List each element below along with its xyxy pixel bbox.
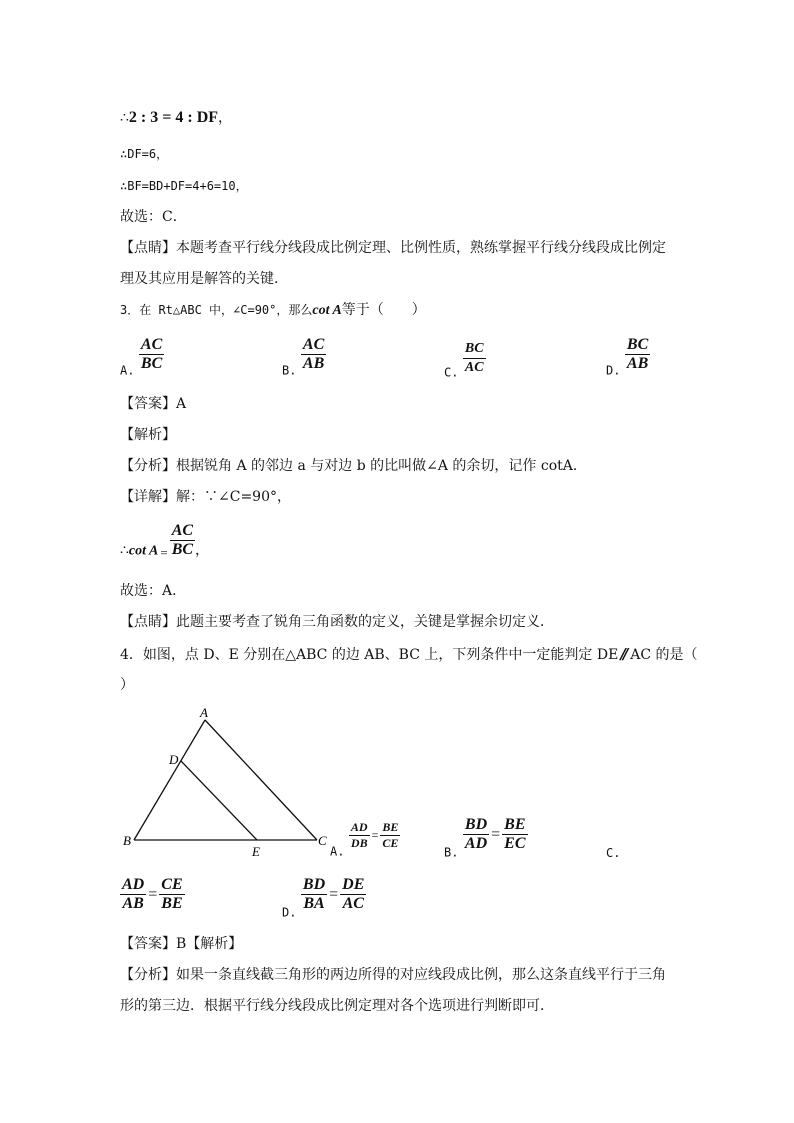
- label-d: D: [169, 752, 179, 767]
- q4-option-c-right: [159, 876, 184, 913]
- q4-b-equals: =: [491, 825, 501, 843]
- q4-fenxi-2: 形的第三边．根据平行线分线段成比例定理对各个选项进行判断即可．: [120, 998, 554, 1014]
- q3-fenxi: 【分析】根据锐角 A 的邻边 a 与对边 b 的比叫做∠A 的余切，记作 cotA．: [120, 458, 587, 474]
- q4-d-right-den: AC: [342, 895, 364, 912]
- q4-d-equals: =: [329, 885, 339, 903]
- q4-option-d-left: [301, 876, 327, 913]
- q3-formula: [120, 522, 209, 561]
- therefore-symbol: ∴: [120, 110, 129, 126]
- q3-formula-den: BC: [171, 541, 194, 558]
- q3-option-b-num: AC: [302, 336, 325, 353]
- q4-a-right-den: CE: [382, 836, 399, 850]
- q4-option-b[interactable]: [444, 816, 528, 860]
- q4-b-left-den: AD: [464, 835, 488, 852]
- q3-formula-comma: ，: [195, 542, 210, 559]
- q4-d-left-den: BA: [303, 895, 325, 912]
- q3-option-d[interactable]: [606, 336, 650, 378]
- q3-cot-a: cot A: [312, 303, 342, 318]
- q4-stem-close: ）: [120, 677, 134, 693]
- q3-formula-equals: =: [160, 544, 168, 560]
- text-line-dianjing-2: 理及其应用是解答的关键．: [120, 271, 288, 287]
- q3-option-d-den: AB: [626, 355, 649, 372]
- q4-option-d-right: [340, 876, 366, 913]
- q3-option-d-num: BC: [626, 336, 649, 353]
- q4-option-b-left: [463, 816, 489, 853]
- q4-c-right-num: CE: [161, 876, 183, 893]
- q3-option-c-den: AC: [464, 360, 484, 375]
- q4-option-c-left: [120, 876, 146, 913]
- edge-ab: [134, 720, 205, 840]
- q4-option-d-letter: D.: [282, 905, 297, 920]
- q4-d-left-num: BD: [302, 876, 326, 893]
- q4-c-equals: =: [148, 885, 158, 903]
- q4-answer: 【答案】B【解析】: [120, 936, 243, 952]
- text-line-dianjing-1: 【点睛】本题考查平行线分线段成比例定理、比例性质，熟练掌握平行线分线段成比例定: [120, 240, 666, 256]
- q3-stem-end: 等于（ ）: [341, 302, 426, 318]
- q4-b-right-num: BE: [504, 816, 526, 833]
- text-line-bf: ∴BF=BD+DF=4+6=10，: [120, 179, 248, 193]
- q4-option-a-letter: A.: [330, 844, 345, 859]
- q4-option-d[interactable]: [282, 876, 366, 920]
- q3-formula-lhs: cot A: [128, 543, 159, 559]
- question-3-stem: [120, 300, 426, 321]
- question-4-stem: [120, 644, 698, 665]
- triangle-figure: [118, 700, 333, 860]
- q3-option-a-letter: A.: [120, 363, 135, 378]
- q3-option-b[interactable]: [282, 336, 326, 378]
- q3-answer: 【答案】A: [120, 396, 187, 412]
- q4-stem-end: AC 的是（: [630, 647, 698, 663]
- q4-stem-text: 4．如图，点 D、E 分别在△ABC 的边 AB、BC 上，下列条件中一定能判定 DE: [120, 647, 619, 663]
- q4-c-right-den: BE: [161, 895, 183, 912]
- label-a: A: [200, 705, 208, 720]
- q3-dianjing: 【点睛】此题主要考查了锐角三角函数的定义，关键是掌握余切定义．: [120, 614, 554, 630]
- q4-option-a-right: [380, 820, 400, 851]
- q4-a-equals: =: [371, 828, 379, 842]
- q4-b-left-num: BD: [464, 816, 488, 833]
- q4-c-left-den: AB: [122, 895, 144, 912]
- q4-option-c[interactable]: [120, 876, 185, 913]
- q3-option-a-num: AC: [140, 336, 163, 353]
- q4-b-right-den: EC: [504, 835, 526, 852]
- label-e: E: [252, 844, 260, 859]
- q3-option-d-letter: D.: [606, 363, 621, 378]
- q4-d-right-num: DE: [342, 876, 365, 893]
- ratio-expression: 2 : 3 = 4 : DF: [128, 109, 219, 126]
- q3-option-c[interactable]: [444, 340, 486, 380]
- text-line-ratio: [120, 108, 232, 128]
- text-line-df: ∴DF=6，: [120, 147, 169, 161]
- q4-c-left-num: AD: [122, 876, 145, 893]
- q3-option-c-num: BC: [463, 340, 486, 359]
- label-b: B: [123, 833, 131, 848]
- label-c: C: [318, 833, 327, 848]
- parallel-symbol: //: [620, 645, 626, 663]
- q3-formula-therefore: ∴: [120, 542, 129, 559]
- q3-option-b-den: AB: [302, 355, 325, 372]
- q3-option-b-letter: B.: [282, 363, 297, 378]
- q3-option-d-fraction: [625, 336, 650, 373]
- segment-de: [181, 761, 257, 840]
- q3-option-a-fraction: [139, 336, 164, 373]
- q4-fenxi-1: 【分析】如果一条直线截三角形的两边所得的对应线段成比例，那么这条直线平行于三角: [120, 967, 666, 983]
- q4-option-a[interactable]: [330, 820, 400, 859]
- q3-formula-fraction: [170, 522, 195, 559]
- q3-option-c-fraction: [463, 340, 486, 377]
- q3-xiangjie: 【详解】解：∵∠C=90°，: [120, 489, 291, 505]
- text-line-choice-c: 故选：C．: [120, 209, 187, 225]
- q3-option-c-letter: C.: [444, 365, 459, 380]
- q4-option-b-right: [502, 816, 527, 853]
- q3-choice: 故选：A．: [120, 583, 187, 599]
- edge-ac: [205, 720, 317, 840]
- q4-option-a-left: [349, 820, 370, 851]
- q4-a-right-num: BE: [382, 820, 399, 834]
- q4-option-c-letter[interactable]: C.: [606, 846, 621, 860]
- q3-option-a-den: BC: [140, 355, 163, 372]
- q4-a-left-den: DB: [350, 836, 368, 850]
- q3-formula-num: AC: [171, 522, 194, 539]
- comma: ，: [218, 110, 233, 126]
- q3-option-b-fraction: [301, 336, 326, 373]
- q4-option-b-letter: B.: [444, 845, 459, 860]
- q3-analysis-label: 【解析】: [120, 427, 176, 443]
- q3-stem-text: 3．在 Rt△ABC 中，∠C=90°，那么: [120, 303, 313, 317]
- q3-option-a[interactable]: [120, 336, 164, 378]
- q4-a-left-num: AD: [350, 820, 368, 834]
